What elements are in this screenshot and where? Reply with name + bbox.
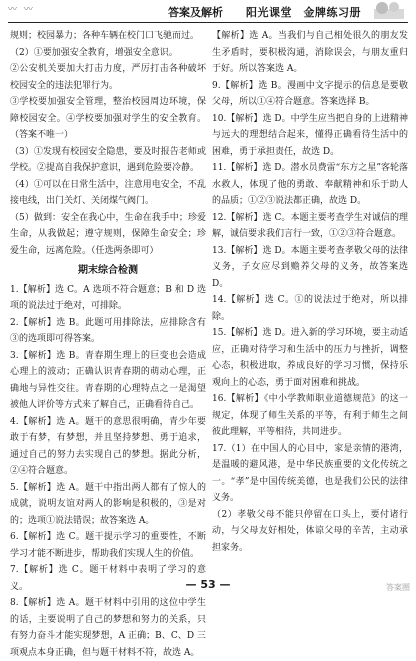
- left-paragraph: 规则；校园暴力；各种车辆在校门口飞驰而过。: [10, 31, 200, 41]
- answer-item: 3.【解析】选 B。青春期生理上的巨变也会造成心理上的波动；正确认识青春期的萌动心理，正确地与异性交往。青春期的心理特点之一是渴望被他人评价等方式来了解自己，正确看待自己。: [10, 350, 206, 410]
- birds-icon: 〰 〰: [8, 5, 35, 15]
- answer-item: 6.【解析】选 C。题干提示学习的重要性，不断学习才能不断进步，帮助我们实现人生的价值。: [10, 532, 206, 559]
- header-series-title: 阳光课堂 金牌练习册: [246, 6, 361, 19]
- answer-item: （2）孝敬父母不能只停留在口头上，要付诸行动，与父母友好相处，体谅父母的辛苦，主动承担家务。: [212, 509, 408, 553]
- section-title: 期末综合检测: [78, 265, 138, 276]
- page-header: [0, 0, 416, 24]
- left-paragraph: ③学校要加强安全管理，整治校园周边环境，保障校园安全。④学校要加强对学生的安全教育。（答案不唯一）: [10, 97, 206, 140]
- left-column: [10, 28, 206, 661]
- header-section-title: 答案及解析: [168, 6, 223, 19]
- answer-item: 4.【解析】选 A。题干的意思很明确，青少年要敢于有梦，有梦想，并且坚持梦想、勇于追求，通过自己的努力去实现自己的梦想。据此分析，②④符合题意。: [10, 416, 206, 476]
- watermark-logo: 答案圈: [386, 583, 410, 592]
- answer-item: 16.【解析】《中小学教师职业道德规范》的这一规定，体现了师生关系的平等，有利于师生之间彼此理解，平等相待，共同进步。: [212, 394, 408, 437]
- answer-item: 11.【解析】选 D。潜水员费雷“东方之星”客轮落水救人，体现了他的勇敢、奉献精神和乐于助人的品质；①②③说法都正确，故选 D。: [212, 163, 408, 206]
- answer-item: 15.【解析】选 D。进入新的学习环境，要主动适应，正确对待学习和生活中的压力与挫折，调整心态，积极进取，养成良好的学习习惯，保持乐观向上的心态，勇于面对困难和挑战。: [212, 328, 408, 388]
- answer-item: 9.【解析】选 B。漫画中文字提示的信息是要敬父母，所以①④符合题意。答案选择 B。: [212, 80, 408, 107]
- right-column: [212, 28, 408, 556]
- left-paragraph: （2）①要加强安全教育，增强安全意识。: [10, 47, 178, 58]
- answer-item: 14.【解析】选 C。①的说法过于绝对，所以排除。: [212, 295, 408, 322]
- answer-item: 12.【解析】选 C。本题主要考查学生对诚信的理解，诚信要求我们言行一致，①②③符合题意。: [212, 212, 408, 239]
- left-paragraph: （5）做到：安全在我心中，生命在我手中；珍爱生命，从我做起；遵守规则，保障生命安全；珍爱生命，远离危险。（任选两条即可）: [10, 212, 206, 256]
- left-paragraph: ②公安机关要加大打击力度，严厉打击各种破坏校园安全的违法犯罪行为。: [10, 64, 206, 91]
- page-number: — 53 —: [185, 578, 231, 591]
- answer-item: 5.【解析】选 A。题干中指出两人都有了惊人的成就，说明友谊对两人的影响是积极的，③是对的；选项①说法错误；故答案选 A。: [10, 482, 206, 526]
- answer-item: 13.【解析】选 D。本题主要考查孝敬父母的法律义务，子女应尽到赡养父母的义务，故答案选 D。: [212, 245, 408, 289]
- answer-item: 8.【解析】选 A。题干材料中引用的这位中学生的话，主要说明了自己的梦想和努力的关系，只有努力奋斗才能实现梦想，A 正确；B、C、D 三项观点本身正确，但与题干材料不符，故选 A。: [10, 598, 206, 658]
- answer-item: 17.（1）在中国人的心目中，家是亲情的港湾，是温暖的避风港，是中华民族重要的文化传统之一。“孝”是中国传统美德，也是我们公民的法律义务。: [212, 443, 408, 503]
- left-paragraph: （4）①可以在日常生活中，注意用电安全，不乱接电线，出门关灯、关闭煤气阀门。: [10, 179, 206, 206]
- answer-item: 10.【解析】选 D。中学生应当把自身的上进精神与远大的理想结合起来，懂得正确看待生活中的困难，勇于承担责任，故选 D。: [212, 113, 408, 157]
- answer-item: 【解析】选 A。当我们与自己相处很久的朋友发生矛盾时，要积极沟通，消除误会，与朋友重归于好。所以答案选 A。: [212, 31, 408, 74]
- answer-item: 1.【解析】选 C。A 选项不符合题意；B 和 D 选项的说法过于绝对，可排除。: [10, 284, 206, 311]
- answer-item: 7.【解析】选 C。题干材料中表明了学习的意义。: [10, 565, 206, 592]
- answer-item: 2.【解析】选 B。此题可用排除法，应排除含有③的选项即可得答案。: [10, 317, 206, 344]
- tree-decoration-icon: [372, 1, 406, 21]
- left-paragraph: （3）①发现有校园安全隐患，要及时报告老师或学校。②提高自我保护意识，遇到危险要冷静。: [10, 146, 206, 173]
- header-rule: [8, 22, 408, 23]
